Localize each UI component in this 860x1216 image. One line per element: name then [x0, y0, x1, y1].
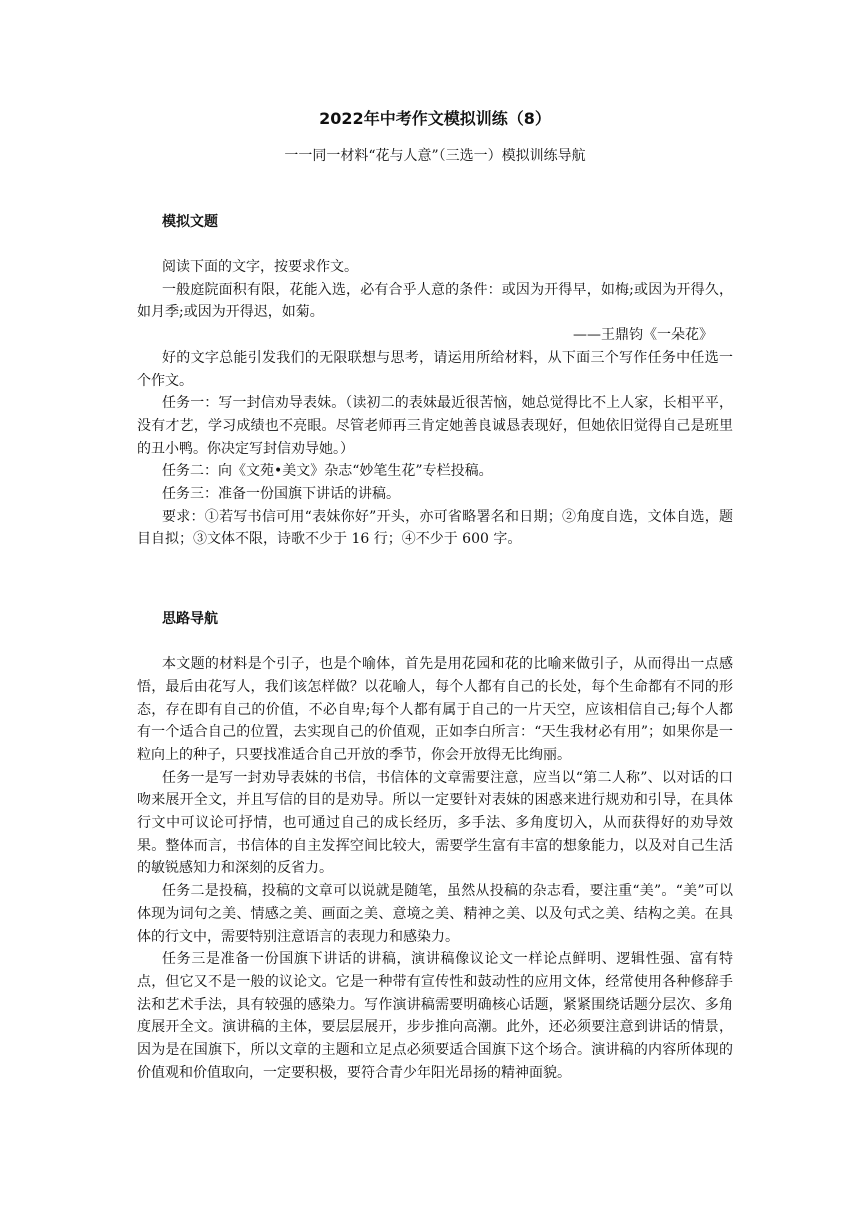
guide-paragraph-task-two: 任务二是投稿，投稿的文章可以说就是随笔，虽然从投稿的杂志看，要注重“美”。“美”可以体现为词句之美、情感之美、画面之美、意境之美、精神之美、以及句式之美、结构之美。在具体的行文中，需要特别注意语言的表现力和感染力。: [137, 883, 733, 945]
prompt-material: 一般庭院面积有限，花能入选，必有合乎人意的条件：或因为开得早，如梅;或因为开得久，如月季;或因为开得迟，如菊。: [137, 281, 733, 321]
guide-section: [137, 653, 733, 1084]
document-title: 2022年中考作文模拟训练（8）: [319, 109, 551, 128]
guide-paragraph-task-one: 任务一是写一封劝导表妹的书信，书信体的文章需要注意，应当以“第二人称”、以对话的口吻来展开全文，并且写信的目的是劝导。所以一定要针对表妹的困惑来进行规劝和引导，在具体行文中可议论可抒情，也可通过自己的成长经历，多手法、多角度切入，从而获得好的劝导效果。整体而言，书信体的自主发挥空间比较大，需要学生富有丰富的想象能力，以及对自己生活的敏锐感知力和深刻的反省力。: [137, 769, 733, 877]
requirements: 要求：①若写书信可用“表妹你好”开头，亦可省略署名和日期；②角度自选，文体自选，题目自拟；③文体不限，诗歌不少于 16 行；④不少于 600 字。: [137, 508, 733, 548]
guide-paragraph-task-three: 任务三是准备一份国旗下讲话的讲稿，演讲稿像议论文一样论点鲜明、逻辑性强、富有特点，但它又不是一般的议论文。它是一种带有宣传性和鼓动性的应用文体，经常使用各种修辞手法和艺术手法，具有较强的感染力。写作演讲稿需要明确核心话题，紧紧围绕话题分层次、多角度展开全文。演讲稿的主体，要层层展开，步步推向高潮。此外，还必须要注意到讲话的情景，因为是在国旗下，所以文章的主题和立足点必须要适合国旗下这个场合。演讲稿的内容所体现的价值观和价值取向，一定要积极，要符合青少年阳光昂扬的精神面貌。: [137, 951, 733, 1081]
task-one: 任务一：写一封信劝导表妹。（读初二的表妹最近很苦恼，她总觉得比不上人家，长相平平，没有才艺，学习成绩也不亮眼。尽管老师再三肯定她善良诚恳表现好，但她依旧觉得自己是班里的丑小鸭。你决定写封信劝导她。）: [137, 395, 733, 457]
section-heading-mock-topic: 模拟文题: [162, 214, 218, 230]
task-two: 任务二：向《文苑•美文》杂志“妙笔生花”专栏投稿。: [162, 463, 493, 480]
prompt-attribution: ——王鼎钧《一朵花》: [573, 327, 713, 344]
prompt-paragraph: 好的文字总能引发我们的无限联想与思考，请运用所给材料，从下面三个写作任务中任选一个作文。: [137, 349, 733, 389]
task-three: 任务三：准备一份国旗下讲话的讲稿。: [162, 486, 400, 503]
document-subtitle: 一一同一材料“花与人意”（三选一）模拟训练导航: [284, 148, 586, 164]
prompt-instruction: 阅读下面的文字，按要求作文。: [162, 259, 358, 275]
guide-paragraph-intro: 本文题的材料是个引子，也是个喻体，首先是用花园和花的比喻来做引子，从而得出一点感悟，最后由花写人，我们该怎样做？以花喻人，每个人都有自己的长处，每个生命都有不同的形态，存在即有自己的价值，不必自卑;每个人都有属于自己的一片天空，应该相信自己;每个人都有一个适合自己的位置，去实现自己的价值观，正如李白所言：“天生我材必有用”；如果你是一粒向上的种子，只要找准适合自己开放的季节，你会开放得无比绚丽。: [137, 656, 733, 763]
section-heading-guide: 思路导航: [162, 611, 218, 628]
document-body: [137, 108, 733, 1085]
prompt-section: [137, 256, 733, 551]
